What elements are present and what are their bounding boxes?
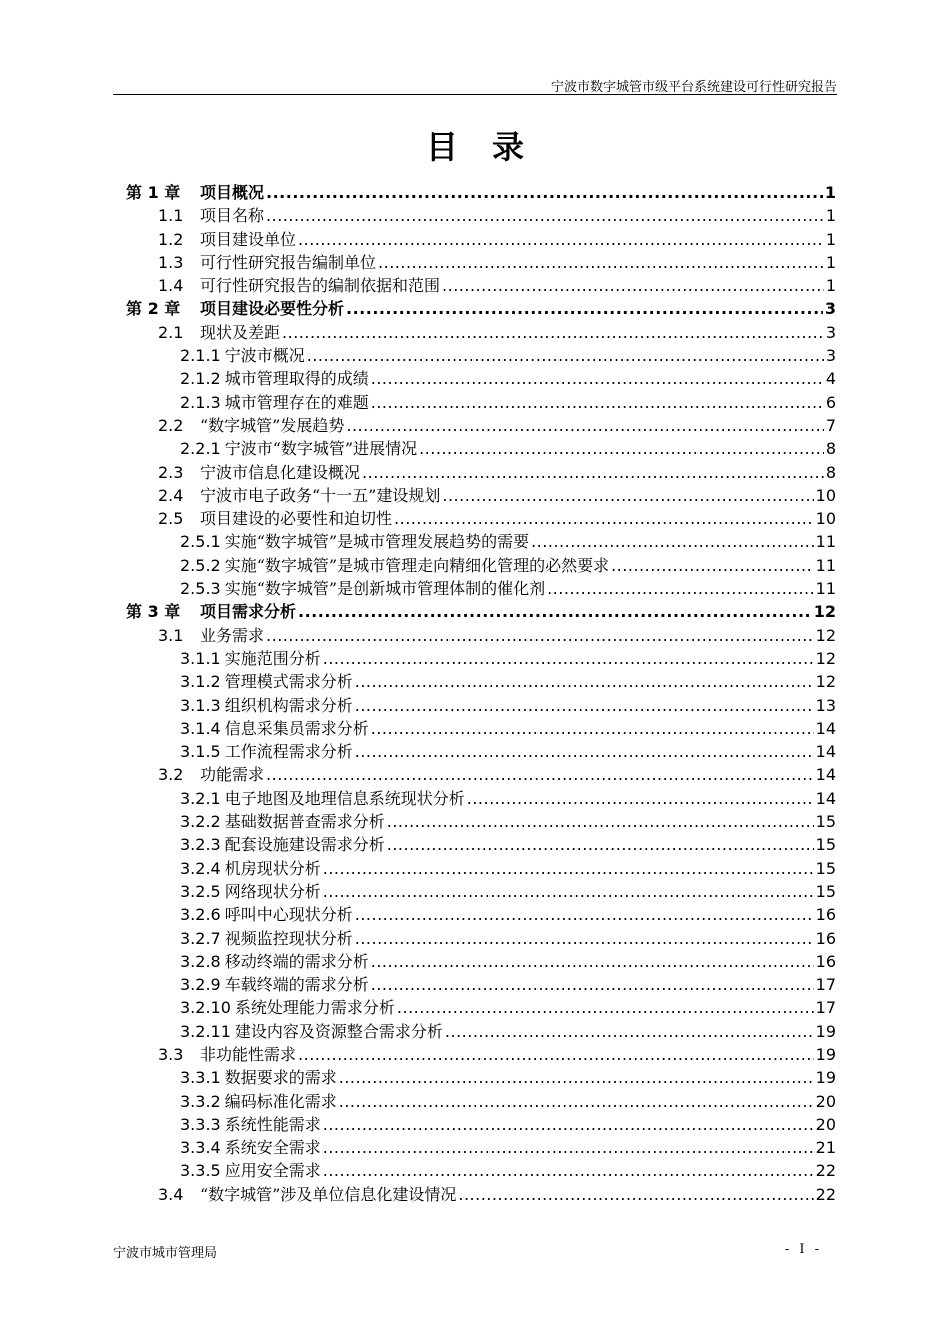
toc-dot-leader	[355, 929, 814, 948]
toc-entry-number: 第 3 章	[126, 602, 181, 622]
toc-entry-title: 信息采集员需求分析	[224, 718, 369, 738]
toc-entry-title: 工作流程需求分析	[224, 742, 353, 762]
toc-dot-leader	[531, 532, 814, 551]
toc-entry[interactable]	[126, 296, 836, 319]
toc-entry[interactable]	[126, 949, 836, 972]
toc-entry-page: 16	[815, 928, 836, 948]
toc-entry-page: 3	[825, 346, 836, 366]
toc-entry-number: 1.1	[158, 206, 184, 226]
toc-dot-leader	[394, 509, 814, 528]
toc-entry[interactable]	[126, 1019, 836, 1042]
toc-entry-page: 14	[815, 788, 836, 808]
toc-entry-page: 15	[815, 881, 836, 901]
toc-entry-title: 项目建设单位	[200, 229, 297, 249]
toc-entry[interactable]	[126, 1182, 836, 1205]
toc-entry-page: 22	[815, 1184, 836, 1204]
toc-entry-page: 16	[815, 905, 836, 925]
toc-entry-page: 15	[815, 812, 836, 832]
toc-dot-leader	[371, 369, 824, 388]
toc-entry-page: 1	[825, 276, 836, 296]
toc-entry-number: 3.1	[158, 625, 184, 645]
toc-entry-title: 项目概况	[200, 183, 265, 202]
toc-entry-number: 3.3.4	[180, 1138, 221, 1158]
toc-entry-number: 2.2.1	[180, 439, 221, 459]
toc-entry[interactable]	[126, 762, 836, 785]
toc-entry-title: 系统处理能力需求分析	[234, 998, 395, 1018]
toc-entry-title: 非功能性需求	[200, 1044, 297, 1064]
toc-entry-title: 项目名称	[200, 206, 265, 226]
toc-entry-number: 3.1.3	[180, 695, 221, 715]
toc-entry[interactable]	[126, 879, 836, 902]
toc-entry-number: 1.4	[158, 276, 184, 296]
toc-entry[interactable]	[126, 693, 836, 716]
toc-dot-leader	[397, 998, 814, 1017]
toc-entry-title: 移动终端的需求分析	[224, 951, 369, 971]
toc-entry-title: 宁波市“数字城管”进展情况	[224, 439, 418, 459]
header-rule	[113, 94, 837, 95]
toc-entry[interactable]	[126, 1158, 836, 1181]
toc-entry-title: 项目建设必要性分析	[200, 299, 345, 319]
toc-entry-number: 2.3	[158, 462, 184, 482]
toc-entry[interactable]	[126, 623, 836, 646]
toc-dot-leader	[298, 1045, 814, 1064]
toc-entry[interactable]	[126, 506, 836, 529]
toc-dot-leader	[298, 230, 824, 249]
toc-dot-leader	[378, 253, 824, 272]
toc-entry-page: 11	[815, 579, 836, 599]
toc-entry-title: 城市管理存在的难题	[224, 392, 369, 412]
toc-entry-number: 3.1.5	[180, 742, 221, 762]
toc-entry-number: 3.3.2	[180, 1091, 221, 1111]
toc-entry-title: 实施范围分析	[224, 648, 321, 668]
toc-entry-page: 19	[815, 1068, 836, 1088]
toc-entry-page: 11	[815, 532, 836, 552]
toc-entry-number: 3.2.5	[180, 881, 221, 901]
toc-entry-title: 业务需求	[200, 625, 265, 645]
toc-entry[interactable]	[126, 227, 836, 250]
toc-entry-number: 3.4	[158, 1184, 184, 1204]
toc-dot-leader	[266, 626, 814, 645]
toc-entry[interactable]	[126, 483, 836, 506]
toc-entry-number: 3.2.10	[180, 998, 231, 1018]
toc-entry[interactable]	[126, 646, 836, 669]
toc-entry-number: 2.1.2	[180, 369, 221, 389]
toc-entry[interactable]	[126, 1112, 836, 1135]
toc-entry-number: 2.1.1	[180, 346, 221, 366]
toc-entry-page: 6	[825, 392, 836, 412]
toc-entry-title: 应用安全需求	[224, 1161, 321, 1181]
toc-dot-leader	[323, 882, 814, 901]
toc-entry[interactable]	[126, 320, 836, 343]
toc-entry-page: 4	[825, 369, 836, 389]
toc-dot-leader	[346, 416, 823, 435]
toc-entry-title: 项目需求分析	[200, 602, 297, 622]
toc-entry-number: 2.1	[158, 322, 184, 342]
toc-entry-page: 21	[815, 1138, 836, 1158]
toc-entry-page: 10	[815, 485, 836, 505]
toc-entry-title: 功能需求	[200, 765, 265, 785]
toc-entry[interactable]	[126, 856, 836, 879]
toc-entry-title: 可行性研究报告编制单位	[200, 252, 377, 272]
toc-entry-title: 实施“数字城管”是城市管理发展趋势的需要	[224, 532, 530, 552]
toc-entry-number: 3.2.7	[180, 928, 221, 948]
toc-entry[interactable]	[126, 599, 836, 622]
toc-entry[interactable]	[126, 926, 836, 949]
toc-entry-number: 3.2.9	[180, 975, 221, 995]
footer-page-number: - I -	[784, 1242, 822, 1257]
toc-dot-leader	[371, 952, 814, 971]
toc-entry-number: 3.3	[158, 1044, 184, 1064]
toc-entry[interactable]	[126, 669, 836, 692]
toc-entry-number: 第 2 章	[126, 299, 181, 319]
toc-dot-leader	[371, 975, 814, 994]
toc-entry-number: 3.2.1	[180, 788, 221, 808]
toc-dot-leader	[355, 742, 814, 761]
toc-dot-leader	[323, 859, 814, 878]
toc-entry-title: 组织机构需求分析	[224, 695, 353, 715]
toc-title: 目录	[425, 128, 558, 166]
toc-dot-leader	[339, 1068, 814, 1087]
toc-entry-number: 3.2.11	[180, 1021, 231, 1041]
toc-entry[interactable]	[126, 553, 836, 576]
toc-entry[interactable]	[126, 180, 836, 203]
toc-dot-leader	[387, 835, 814, 854]
toc-dot-leader	[323, 649, 814, 668]
toc-entry-title: 现状及差距	[200, 322, 281, 342]
toc-entry-number: 3.2.6	[180, 905, 221, 925]
toc-entry-number: 3.2.8	[180, 951, 221, 971]
toc-dot-leader	[442, 276, 824, 295]
toc-dot-leader	[323, 1138, 814, 1157]
toc-entry-page: 3	[825, 322, 836, 342]
toc-entry[interactable]	[126, 343, 836, 366]
toc-entry-number: 1.3	[158, 252, 184, 272]
toc-dot-leader	[371, 393, 824, 412]
toc-entry-number: 1.2	[158, 229, 184, 249]
toc-entry-number: 3.2.3	[180, 835, 221, 855]
toc-entry-number: 2.1.3	[180, 392, 221, 412]
toc-entry-number: 2.5.2	[180, 555, 221, 575]
toc-entry[interactable]	[126, 273, 836, 296]
toc-entry-page: 15	[815, 858, 836, 878]
toc-entry-title: 系统安全需求	[224, 1138, 321, 1158]
toc-entry-page: 19	[815, 1021, 836, 1041]
toc-entry[interactable]	[126, 1089, 836, 1112]
toc-entry[interactable]	[126, 716, 836, 739]
toc-entry-page: 17	[815, 975, 836, 995]
toc-dot-leader	[362, 463, 824, 482]
toc-entry[interactable]	[126, 739, 836, 762]
toc-entry[interactable]	[126, 809, 836, 832]
toc-entry[interactable]	[126, 250, 836, 273]
toc-entry-title: 城市管理取得的成绩	[224, 369, 369, 389]
toc-dot-leader	[266, 206, 824, 225]
toc-entry[interactable]	[126, 832, 836, 855]
toc-entry-page: 13	[815, 695, 836, 715]
toc-entry-number: 3.2.2	[180, 812, 221, 832]
toc-entry-number: 3.2.4	[180, 858, 221, 878]
toc-entry-number: 3.1.1	[180, 648, 221, 668]
toc-entry-title: 基础数据普查需求分析	[224, 812, 385, 832]
toc-entry-page: 16	[815, 951, 836, 971]
toc-entry-title: 宁波市电子政务“十一五”建设规划	[200, 485, 441, 505]
toc-entry-page: 10	[815, 509, 836, 529]
toc-entry-page: 22	[815, 1161, 836, 1181]
toc-entry-title: 网络现状分析	[224, 881, 321, 901]
running-header: 宁波市数字城管市级平台系统建设可行性研究报告	[550, 80, 837, 95]
toc-entry[interactable]	[126, 1042, 836, 1065]
toc-entry-number: 3.1.2	[180, 672, 221, 692]
toc-entry-page: 12	[815, 625, 836, 645]
toc-entry-title: 视频监控现状分析	[224, 928, 353, 948]
toc-entry-page: 11	[815, 555, 836, 575]
toc-entry-title: 宁波市概况	[224, 346, 305, 366]
toc-entry-title: 建设内容及资源整合需求分析	[234, 1021, 443, 1041]
toc-entry-page: 8	[825, 462, 836, 482]
toc-entry-number: 2.4	[158, 485, 184, 505]
toc-dot-leader	[445, 1022, 814, 1041]
toc-dot-leader	[323, 1115, 814, 1134]
toc-entry-page: 14	[815, 718, 836, 738]
toc-entry-number: 2.5.1	[180, 532, 221, 552]
toc-entry-page: 20	[815, 1114, 836, 1134]
toc-entry-page: 12	[813, 602, 836, 622]
toc-dot-leader	[346, 299, 823, 318]
toc-entry-page: 20	[815, 1091, 836, 1111]
toc-entry-page: 1	[825, 252, 836, 272]
toc-dot-leader	[355, 696, 814, 715]
toc-entry-title: 实施“数字城管”是创新城市管理体制的催化剂	[224, 579, 546, 599]
toc-entry-title: 宁波市信息化建设概况	[200, 462, 361, 482]
toc-entry[interactable]	[126, 390, 836, 413]
toc-dot-leader	[307, 346, 824, 365]
toc-dot-leader	[282, 323, 824, 342]
toc-entry-number: 3.3.5	[180, 1161, 221, 1181]
toc-entry-page: 17	[815, 998, 836, 1018]
footer-organization: 宁波市城市管理局	[113, 1246, 218, 1261]
toc-entry-title: 数据要求的需求	[224, 1068, 337, 1088]
toc-entry-title: 配套设施建设需求分析	[224, 835, 385, 855]
toc-entry-title: 管理模式需求分析	[224, 672, 353, 692]
toc-entry-page: 12	[815, 648, 836, 668]
toc-dot-leader	[355, 905, 814, 924]
toc-entry[interactable]	[126, 366, 836, 389]
toc-entry-page: 3	[824, 299, 836, 319]
toc-entry-page: 1	[824, 183, 836, 202]
toc-dot-leader	[355, 672, 814, 691]
toc-entry[interactable]	[126, 1135, 836, 1158]
toc-dot-leader	[371, 719, 814, 738]
toc-entry-page: 14	[815, 742, 836, 762]
toc-entry[interactable]	[126, 203, 836, 226]
toc-entry-number: 2.5	[158, 509, 184, 529]
toc-entry-number: 3.3.1	[180, 1068, 221, 1088]
toc-entry[interactable]	[126, 436, 836, 459]
toc-entry-title: 可行性研究报告的编制依据和范围	[200, 276, 441, 296]
toc-entry-number: 第 1 章	[126, 183, 181, 202]
toc-entry-title: 电子地图及地理信息系统现状分析	[224, 788, 465, 808]
toc-dot-leader	[387, 812, 814, 831]
toc-dot-leader	[419, 439, 824, 458]
toc-dot-leader	[298, 602, 812, 621]
toc-entry-page: 19	[815, 1044, 836, 1064]
toc-entry[interactable]	[126, 413, 836, 436]
toc-dot-leader	[547, 579, 814, 598]
toc-entry[interactable]	[126, 995, 836, 1018]
toc-entry-page: 12	[815, 672, 836, 692]
toc-entry[interactable]	[126, 1065, 836, 1088]
toc-entry-number: 2.2	[158, 415, 184, 435]
toc-entry[interactable]	[126, 902, 836, 925]
toc-entry[interactable]	[126, 972, 836, 995]
toc-entry[interactable]	[126, 786, 836, 809]
toc-dot-leader	[467, 789, 814, 808]
toc-dot-leader	[266, 183, 823, 202]
toc-entry-title: 编码标准化需求	[224, 1091, 337, 1111]
toc-entry-title: 呼叫中心现状分析	[224, 905, 353, 925]
toc-dot-leader	[266, 765, 814, 784]
toc-entry-page: 15	[815, 835, 836, 855]
toc-entry-page: 1	[825, 206, 836, 226]
toc-entry-number: 3.3.3	[180, 1114, 221, 1134]
toc-entry-title: “数字城管”涉及单位信息化建设情况	[200, 1184, 457, 1204]
toc-entry-number: 2.5.3	[180, 579, 221, 599]
toc-entry-title: 项目建设的必要性和迫切性	[200, 509, 393, 529]
toc-entry[interactable]	[126, 576, 836, 599]
toc-dot-leader	[339, 1092, 814, 1111]
toc-dot-leader	[323, 1161, 814, 1180]
toc-entry-page: 8	[825, 439, 836, 459]
toc-entry-title: 机房现状分析	[224, 858, 321, 878]
toc-entry-title: 车载终端的需求分析	[224, 975, 369, 995]
toc-entry[interactable]	[126, 529, 836, 552]
toc-dot-leader	[611, 556, 814, 575]
toc-entry-number: 3.2	[158, 765, 184, 785]
toc-entry-title: 系统性能需求	[224, 1114, 321, 1134]
toc-entry-page: 7	[825, 415, 836, 435]
toc-entry[interactable]	[126, 460, 836, 483]
toc-entry-number: 3.1.4	[180, 718, 221, 738]
table-of-contents	[126, 180, 836, 1205]
toc-dot-leader	[442, 486, 813, 505]
toc-entry-title: “数字城管”发展趋势	[200, 415, 345, 435]
toc-dot-leader	[458, 1185, 813, 1204]
toc-entry-page: 14	[815, 765, 836, 785]
toc-entry-title: 实施“数字城管”是城市管理走向精细化管理的必然要求	[224, 555, 610, 575]
toc-entry-page: 1	[825, 229, 836, 249]
